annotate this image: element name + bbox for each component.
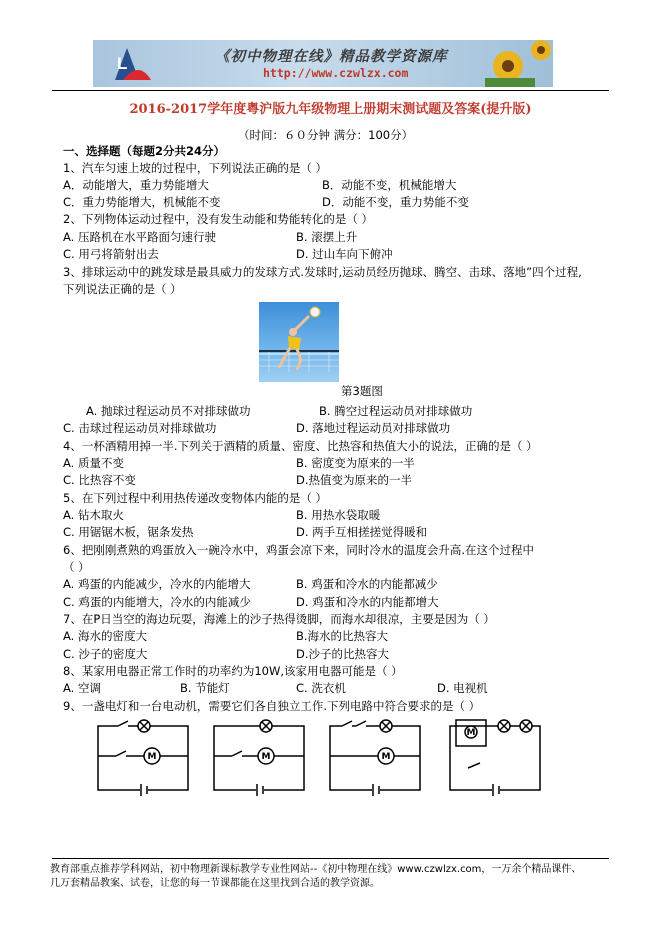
header-banner bbox=[93, 40, 553, 87]
q3-option-a: A. 抛球过程运动员不对排球做功 bbox=[86, 404, 251, 418]
q5-option-b: B. 用热水袋取暖 bbox=[296, 508, 381, 522]
section-heading: 一、选择题（每题2分共24分） bbox=[63, 144, 226, 158]
q3-option-c: C. 击球过程运动员对排球做功 bbox=[63, 421, 217, 435]
footer-line-2: 几万套精品教案、试卷，让您的每一节课都能在这里找到合适的教学资源。 bbox=[50, 878, 380, 889]
q2-option-a: A. 压路机在水平路面匀速行驶 bbox=[63, 230, 216, 244]
q2-option-b: B. 滚摆上升 bbox=[296, 230, 358, 244]
q2-option-d: D. 过山车向下俯冲 bbox=[296, 247, 393, 261]
q1-option-b: B．动能不变，机械能增大 bbox=[322, 178, 457, 192]
question-6: 6、把刚刚煮熟的鸡蛋放入一碗冷水中，鸡蛋会凉下来，同时冷水的温度会升高.在这个过程中 bbox=[63, 543, 534, 557]
q6-option-c: C. 鸡蛋的内能增大，冷水的内能减少 bbox=[63, 595, 251, 609]
header-divider bbox=[52, 90, 609, 91]
q8-option-a: A. 空调 bbox=[63, 681, 101, 695]
q4-option-b: B. 密度变为原来的一半 bbox=[296, 456, 415, 470]
q8-option-b: B. 节能灯 bbox=[180, 681, 230, 695]
question-1: 1、汽车匀速上坡的过程中，下列说法正确的是（ ） bbox=[63, 161, 327, 175]
q7-option-d: D.沙子的比热容大 bbox=[296, 647, 390, 661]
q6-option-d: D. 鸡蛋和冷水的内能都增大 bbox=[296, 595, 439, 609]
question-6-cont: （ ） bbox=[63, 560, 90, 574]
q8-option-d: D. 电视机 bbox=[437, 681, 488, 695]
q5-option-d: D. 两手互相搓搓觉得暖和 bbox=[296, 525, 428, 539]
question-2: 2、下列物体运动过程中，没有发生动能和势能转化的是（ ） bbox=[63, 212, 373, 226]
q5-option-c: C. 用锯锯木板，锯条发热 bbox=[63, 525, 194, 539]
q7-option-c: C. 沙子的密度大 bbox=[63, 647, 148, 661]
figure-caption: 第3题图 bbox=[341, 384, 383, 398]
exam-info: （时间：６０分钟 满分：100分） bbox=[238, 128, 414, 142]
motor-label-a: M bbox=[147, 752, 157, 762]
q3-option-d: D. 落地过程运动员对排球做功 bbox=[296, 421, 451, 435]
q6-option-b: B. 鸡蛋和冷水的内能都减少 bbox=[296, 577, 438, 591]
volleyball-player-illustration bbox=[259, 302, 339, 382]
q8-option-c: C. 洗衣机 bbox=[296, 681, 346, 695]
circuit-diagrams bbox=[90, 716, 570, 796]
banner-url[interactable]: http://www.czwlzx.com bbox=[263, 66, 409, 80]
q4-option-a: A. 质量不变 bbox=[63, 456, 124, 470]
circuit-b bbox=[214, 720, 304, 796]
page-title: 2016-2017学年度粤沪版九年级物理上册期末测试题及答案(提升版) bbox=[129, 102, 532, 117]
q1-option-d: D．动能不变，重力势能不变 bbox=[322, 195, 469, 209]
question-8: 8、某家用电器正常工作时的功率约为10W,该家用电器可能是（ ） bbox=[63, 664, 403, 678]
motor-label-c: M bbox=[381, 752, 391, 762]
q5-option-a: A. 钻木取火 bbox=[63, 508, 124, 522]
circuit-d bbox=[450, 720, 540, 796]
question-5: 5、在下列过程中利用热传递改变物体内能的是（ ） bbox=[63, 491, 327, 505]
banner-title: 《初中物理在线》精品教学资源库 bbox=[215, 48, 448, 65]
q1-option-a: A．动能增大，重力势能增大 bbox=[63, 178, 209, 192]
motor-label-b: M bbox=[261, 752, 271, 762]
question-3-cont: 下列说法正确的是（ ） bbox=[63, 282, 182, 296]
circuit-c bbox=[330, 720, 420, 796]
question-3: 3、排球运动中的跳发球是最具威力的发球方式.发球时,运动员经历抛球、腾空、击球、落地”四个过程, bbox=[63, 265, 582, 279]
q7-option-b: B.海水的比热容大 bbox=[296, 629, 389, 643]
question-4: 4、一杯酒精用掉一半.下列关于酒精的质量、密度、比热容和热值大小的说法，正确的是（ ） bbox=[63, 439, 538, 453]
q4-option-c: C. 比热容不变 bbox=[63, 473, 136, 487]
q7-option-a: A. 海水的密度大 bbox=[63, 629, 147, 643]
footer-line-1: 教育部重点推荐学科网站，初中物理新课标教学专业性网站--《初中物理在线》www.czwlzx.com，一万余个精品课件、 bbox=[50, 864, 582, 875]
banner-logo: L bbox=[117, 54, 128, 73]
circuit-a bbox=[98, 720, 188, 796]
q6-option-a: A. 鸡蛋的内能减少，冷水的内能增大 bbox=[63, 577, 251, 591]
q3-option-b: B. 腾空过程运动员对排球做功 bbox=[319, 404, 473, 418]
q2-option-c: C. 用弓将箭射出去 bbox=[63, 247, 159, 261]
motor-label-d: M bbox=[466, 728, 476, 738]
volleyball-photo bbox=[259, 302, 339, 382]
q1-option-c: C．重力势能增大，机械能不变 bbox=[63, 195, 221, 209]
footer bbox=[50, 863, 581, 891]
footer-divider bbox=[52, 858, 609, 859]
question-9: 9、一盏电灯和一台电动机，需要它们各自独立工作.下列电路中符合要求的是（ ） bbox=[63, 699, 481, 713]
q4-option-d: D.热值变为原来的一半 bbox=[296, 473, 413, 487]
question-7: 7、在P日当空的海边玩耍，海滩上的沙子热得烫脚，而海水却很凉，主要是因为（ ） bbox=[63, 612, 495, 626]
